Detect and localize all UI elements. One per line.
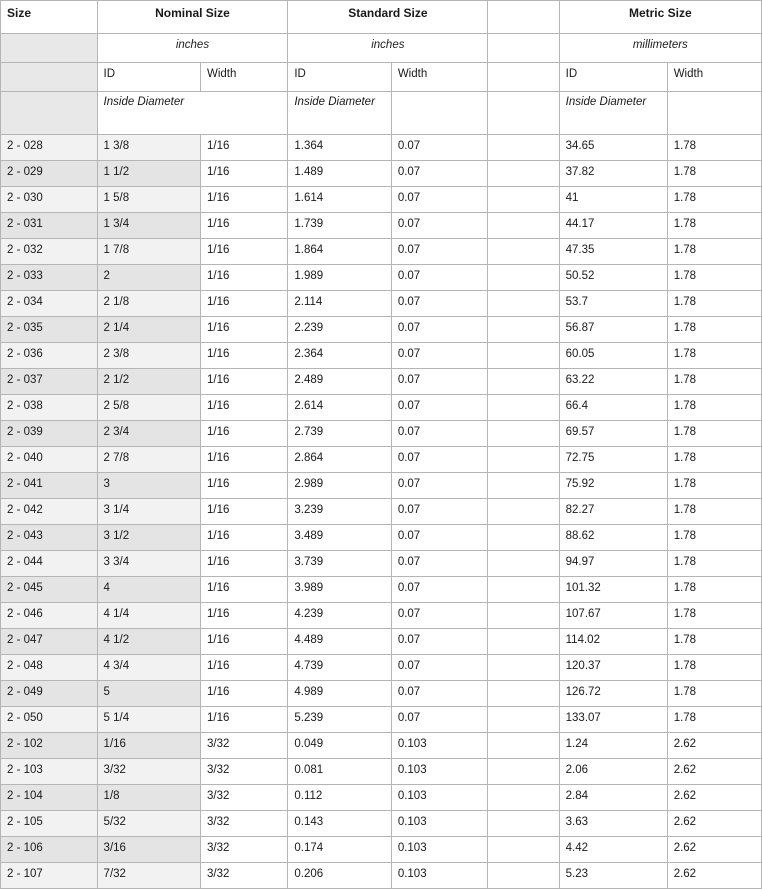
cell-spacer [488, 239, 559, 265]
cell-nominal-id: 1/8 [97, 785, 200, 811]
cell-nominal-id: 2 3/4 [97, 421, 200, 447]
cell-size: 2 - 043 [1, 525, 98, 551]
cell-standard-id: 2.239 [288, 317, 391, 343]
cell-metric-id: 107.67 [559, 603, 667, 629]
cell-metric-id: 94.97 [559, 551, 667, 577]
cell-metric-id: 44.17 [559, 213, 667, 239]
cell-standard-width: 0.07 [391, 291, 488, 317]
cell-nominal-id: 5 1/4 [97, 707, 200, 733]
cell-metric-id: 3.63 [559, 811, 667, 837]
cell-nominal-id: 1 3/4 [97, 213, 200, 239]
table-row [1, 265, 762, 291]
cell-metric-width: 1.78 [667, 681, 761, 707]
table-row [1, 681, 762, 707]
cell-standard-id: 2.614 [288, 395, 391, 421]
units-standard: inches [288, 34, 488, 63]
cell-size: 2 - 031 [1, 213, 98, 239]
cell-standard-width: 0.103 [391, 733, 488, 759]
cell-spacer [488, 395, 559, 421]
cell-metric-id: 41 [559, 187, 667, 213]
cell-nominal-id: 4 1/2 [97, 629, 200, 655]
cell-standard-id: 2.489 [288, 369, 391, 395]
cell-standard-width: 0.07 [391, 239, 488, 265]
cell-standard-width: 0.103 [391, 837, 488, 863]
cell-standard-width: 0.07 [391, 681, 488, 707]
cell-nominal-width: 1/16 [201, 655, 288, 681]
subheader-standard-id: ID [288, 63, 391, 92]
cell-size: 2 - 039 [1, 421, 98, 447]
table-row [1, 395, 762, 421]
cell-spacer [488, 161, 559, 187]
cell-spacer [488, 343, 559, 369]
cell-standard-id: 0.174 [288, 837, 391, 863]
cell-nominal-width: 1/16 [201, 239, 288, 265]
description-metric: Inside Diameter [559, 92, 667, 135]
cell-size: 2 - 103 [1, 759, 98, 785]
table-row [1, 161, 762, 187]
units-metric: millimeters [559, 34, 761, 63]
cell-standard-width: 0.07 [391, 343, 488, 369]
cell-spacer [488, 551, 559, 577]
table-row [1, 421, 762, 447]
cell-spacer [488, 213, 559, 239]
cell-nominal-width: 1/16 [201, 473, 288, 499]
cell-standard-id: 3.989 [288, 577, 391, 603]
cell-metric-id: 63.22 [559, 369, 667, 395]
cell-standard-width: 0.07 [391, 395, 488, 421]
header-size: Size [1, 1, 98, 34]
cell-spacer [488, 785, 559, 811]
cell-metric-width: 1.78 [667, 239, 761, 265]
cell-nominal-id: 5/32 [97, 811, 200, 837]
cell-metric-id: 47.35 [559, 239, 667, 265]
cell-size: 2 - 034 [1, 291, 98, 317]
table-row [1, 187, 762, 213]
table-row [1, 473, 762, 499]
cell-metric-width: 1.78 [667, 577, 761, 603]
cell-metric-width: 1.78 [667, 707, 761, 733]
cell-standard-width: 0.07 [391, 473, 488, 499]
cell-size: 2 - 041 [1, 473, 98, 499]
table-row [1, 343, 762, 369]
cell-metric-id: 50.52 [559, 265, 667, 291]
cell-nominal-width: 1/16 [201, 551, 288, 577]
cell-metric-width: 1.78 [667, 213, 761, 239]
cell-metric-width: 1.78 [667, 135, 761, 161]
cell-standard-width: 0.07 [391, 707, 488, 733]
subheader-row [1, 63, 762, 92]
subheader-size-blank [1, 63, 98, 92]
cell-nominal-id: 2 3/8 [97, 343, 200, 369]
units-spacer [488, 34, 559, 63]
cell-size: 2 - 044 [1, 551, 98, 577]
cell-metric-id: 1.24 [559, 733, 667, 759]
header-spacer [488, 1, 559, 34]
cell-spacer [488, 291, 559, 317]
cell-standard-width: 0.103 [391, 811, 488, 837]
cell-size: 2 - 105 [1, 811, 98, 837]
cell-metric-width: 2.62 [667, 759, 761, 785]
cell-metric-id: 88.62 [559, 525, 667, 551]
cell-standard-id: 1.739 [288, 213, 391, 239]
cell-nominal-width: 1/16 [201, 317, 288, 343]
cell-nominal-id: 2 1/4 [97, 317, 200, 343]
cell-spacer [488, 603, 559, 629]
group-header-row [1, 1, 762, 34]
cell-nominal-width: 1/16 [201, 395, 288, 421]
cell-metric-width: 2.62 [667, 863, 761, 889]
cell-nominal-width: 1/16 [201, 161, 288, 187]
cell-size: 2 - 033 [1, 265, 98, 291]
subheader-metric-id: ID [559, 63, 667, 92]
cell-metric-width: 1.78 [667, 265, 761, 291]
cell-nominal-width: 1/16 [201, 681, 288, 707]
cell-nominal-id: 3 1/2 [97, 525, 200, 551]
table-row [1, 239, 762, 265]
cell-standard-id: 2.364 [288, 343, 391, 369]
cell-nominal-id: 3/16 [97, 837, 200, 863]
cell-nominal-width: 1/16 [201, 707, 288, 733]
cell-standard-id: 4.489 [288, 629, 391, 655]
header-metric-size: Metric Size [559, 1, 761, 34]
cell-standard-width: 0.103 [391, 863, 488, 889]
cell-size: 2 - 104 [1, 785, 98, 811]
cell-nominal-width: 1/16 [201, 629, 288, 655]
cell-metric-id: 82.27 [559, 499, 667, 525]
cell-nominal-width: 3/32 [201, 733, 288, 759]
cell-metric-width: 1.78 [667, 161, 761, 187]
cell-metric-width: 2.62 [667, 811, 761, 837]
cell-nominal-id: 2 1/8 [97, 291, 200, 317]
table-row [1, 317, 762, 343]
cell-metric-id: 114.02 [559, 629, 667, 655]
cell-metric-id: 2.06 [559, 759, 667, 785]
cell-metric-width: 1.78 [667, 655, 761, 681]
cell-standard-id: 1.989 [288, 265, 391, 291]
cell-size: 2 - 102 [1, 733, 98, 759]
cell-spacer [488, 369, 559, 395]
table-row [1, 369, 762, 395]
table-row [1, 733, 762, 759]
cell-standard-id: 3.239 [288, 499, 391, 525]
cell-spacer [488, 317, 559, 343]
cell-standard-id: 0.143 [288, 811, 391, 837]
table-row [1, 811, 762, 837]
table-row [1, 629, 762, 655]
cell-size: 2 - 035 [1, 317, 98, 343]
cell-size: 2 - 038 [1, 395, 98, 421]
subheader-metric-width: Width [667, 63, 761, 92]
cell-standard-id: 0.081 [288, 759, 391, 785]
cell-nominal-id: 2 7/8 [97, 447, 200, 473]
cell-nominal-width: 1/16 [201, 525, 288, 551]
cell-nominal-id: 1/16 [97, 733, 200, 759]
cell-spacer [488, 577, 559, 603]
cell-metric-width: 2.62 [667, 733, 761, 759]
table-row [1, 837, 762, 863]
description-standard: Inside Diameter [288, 92, 391, 135]
cell-size: 2 - 048 [1, 655, 98, 681]
table-row [1, 759, 762, 785]
cell-metric-id: 2.84 [559, 785, 667, 811]
cell-nominal-width: 3/32 [201, 759, 288, 785]
cell-spacer [488, 135, 559, 161]
header-nominal-size: Nominal Size [97, 1, 288, 34]
cell-standard-width: 0.07 [391, 447, 488, 473]
cell-standard-id: 3.489 [288, 525, 391, 551]
table-row [1, 577, 762, 603]
cell-standard-id: 4.239 [288, 603, 391, 629]
cell-nominal-width: 3/32 [201, 811, 288, 837]
cell-spacer [488, 499, 559, 525]
cell-standard-id: 5.239 [288, 707, 391, 733]
cell-spacer [488, 863, 559, 889]
cell-size: 2 - 106 [1, 837, 98, 863]
cell-nominal-width: 1/16 [201, 577, 288, 603]
description-row [1, 92, 762, 135]
table-row [1, 551, 762, 577]
cell-standard-width: 0.07 [391, 421, 488, 447]
cell-metric-width: 1.78 [667, 291, 761, 317]
cell-nominal-width: 1/16 [201, 369, 288, 395]
table-row [1, 135, 762, 161]
cell-size: 2 - 037 [1, 369, 98, 395]
cell-nominal-width: 1/16 [201, 291, 288, 317]
cell-metric-width: 1.78 [667, 603, 761, 629]
cell-nominal-id: 4 [97, 577, 200, 603]
description-nominal: Inside Diameter [97, 92, 288, 135]
cell-metric-width: 1.78 [667, 499, 761, 525]
cell-standard-width: 0.07 [391, 187, 488, 213]
cell-metric-id: 126.72 [559, 681, 667, 707]
cell-size: 2 - 036 [1, 343, 98, 369]
cell-nominal-width: 1/16 [201, 187, 288, 213]
cell-spacer [488, 655, 559, 681]
units-row [1, 34, 762, 63]
cell-spacer [488, 447, 559, 473]
subheader-nominal-width: Width [201, 63, 288, 92]
cell-metric-width: 1.78 [667, 551, 761, 577]
table-row [1, 499, 762, 525]
cell-nominal-id: 5 [97, 681, 200, 707]
cell-metric-width: 1.78 [667, 525, 761, 551]
table-row [1, 707, 762, 733]
cell-metric-id: 69.57 [559, 421, 667, 447]
cell-metric-id: 4.42 [559, 837, 667, 863]
table-row [1, 291, 762, 317]
cell-nominal-id: 2 1/2 [97, 369, 200, 395]
cell-metric-id: 66.4 [559, 395, 667, 421]
cell-nominal-width: 1/16 [201, 265, 288, 291]
cell-metric-id: 60.05 [559, 343, 667, 369]
cell-standard-width: 0.07 [391, 499, 488, 525]
cell-size: 2 - 046 [1, 603, 98, 629]
cell-metric-width: 1.78 [667, 473, 761, 499]
cell-standard-width: 0.07 [391, 369, 488, 395]
cell-size: 2 - 030 [1, 187, 98, 213]
cell-standard-id: 0.049 [288, 733, 391, 759]
cell-standard-width: 0.103 [391, 785, 488, 811]
cell-size: 2 - 049 [1, 681, 98, 707]
cell-metric-id: 133.07 [559, 707, 667, 733]
cell-nominal-id: 4 3/4 [97, 655, 200, 681]
table-header [1, 1, 762, 135]
table-row [1, 213, 762, 239]
cell-metric-id: 56.87 [559, 317, 667, 343]
table-row [1, 785, 762, 811]
cell-standard-id: 1.614 [288, 187, 391, 213]
cell-standard-id: 2.114 [288, 291, 391, 317]
cell-standard-id: 2.739 [288, 421, 391, 447]
cell-spacer [488, 265, 559, 291]
cell-spacer [488, 473, 559, 499]
cell-metric-width: 1.78 [667, 317, 761, 343]
cell-standard-width: 0.07 [391, 655, 488, 681]
cell-spacer [488, 759, 559, 785]
cell-metric-width: 1.78 [667, 187, 761, 213]
cell-standard-width: 0.07 [391, 603, 488, 629]
cell-standard-id: 1.489 [288, 161, 391, 187]
cell-standard-width: 0.07 [391, 135, 488, 161]
cell-standard-width: 0.07 [391, 629, 488, 655]
cell-size: 2 - 029 [1, 161, 98, 187]
cell-metric-id: 5.23 [559, 863, 667, 889]
cell-metric-width: 2.62 [667, 837, 761, 863]
cell-standard-id: 2.864 [288, 447, 391, 473]
cell-nominal-width: 1/16 [201, 343, 288, 369]
cell-metric-width: 1.78 [667, 369, 761, 395]
units-size-blank [1, 34, 98, 63]
subheader-spacer [488, 63, 559, 92]
cell-size: 2 - 028 [1, 135, 98, 161]
cell-spacer [488, 837, 559, 863]
cell-standard-id: 3.739 [288, 551, 391, 577]
cell-size: 2 - 032 [1, 239, 98, 265]
cell-size: 2 - 047 [1, 629, 98, 655]
cell-standard-id: 2.989 [288, 473, 391, 499]
cell-metric-id: 34.65 [559, 135, 667, 161]
cell-spacer [488, 681, 559, 707]
cell-nominal-width: 1/16 [201, 213, 288, 239]
cell-nominal-width: 1/16 [201, 603, 288, 629]
table-body [1, 135, 762, 889]
cell-nominal-id: 2 5/8 [97, 395, 200, 421]
cell-metric-id: 37.82 [559, 161, 667, 187]
cell-metric-width: 1.78 [667, 447, 761, 473]
cell-nominal-id: 2 [97, 265, 200, 291]
cell-metric-width: 1.78 [667, 343, 761, 369]
cell-metric-width: 2.62 [667, 785, 761, 811]
cell-nominal-id: 1 3/8 [97, 135, 200, 161]
cell-size: 2 - 045 [1, 577, 98, 603]
cell-metric-width: 1.78 [667, 629, 761, 655]
cell-spacer [488, 629, 559, 655]
cell-standard-id: 0.112 [288, 785, 391, 811]
table-row [1, 655, 762, 681]
table-row [1, 603, 762, 629]
cell-standard-width: 0.07 [391, 161, 488, 187]
units-nominal: inches [97, 34, 288, 63]
subheader-nominal-id: ID [97, 63, 200, 92]
cell-nominal-id: 3/32 [97, 759, 200, 785]
cell-size: 2 - 050 [1, 707, 98, 733]
cell-spacer [488, 811, 559, 837]
cell-nominal-width: 1/16 [201, 135, 288, 161]
cell-nominal-width: 1/16 [201, 447, 288, 473]
header-standard-size: Standard Size [288, 1, 488, 34]
cell-size: 2 - 040 [1, 447, 98, 473]
cell-nominal-id: 1 1/2 [97, 161, 200, 187]
cell-spacer [488, 707, 559, 733]
cell-standard-id: 4.989 [288, 681, 391, 707]
cell-nominal-id: 3 3/4 [97, 551, 200, 577]
cell-nominal-width: 3/32 [201, 863, 288, 889]
cell-metric-width: 1.78 [667, 421, 761, 447]
cell-nominal-id: 1 5/8 [97, 187, 200, 213]
cell-spacer [488, 187, 559, 213]
cell-standard-id: 4.739 [288, 655, 391, 681]
cell-standard-width: 0.07 [391, 525, 488, 551]
cell-standard-width: 0.103 [391, 759, 488, 785]
cell-nominal-id: 4 1/4 [97, 603, 200, 629]
cell-metric-id: 53.7 [559, 291, 667, 317]
cell-metric-id: 120.37 [559, 655, 667, 681]
description-size-blank [1, 92, 98, 135]
cell-metric-id: 75.92 [559, 473, 667, 499]
description-spacer [488, 92, 559, 135]
cell-standard-width: 0.07 [391, 265, 488, 291]
cell-metric-id: 72.75 [559, 447, 667, 473]
cell-nominal-id: 1 7/8 [97, 239, 200, 265]
cell-standard-width: 0.07 [391, 577, 488, 603]
cell-standard-id: 1.864 [288, 239, 391, 265]
cell-nominal-id: 7/32 [97, 863, 200, 889]
cell-standard-id: 0.206 [288, 863, 391, 889]
cell-standard-width: 0.07 [391, 551, 488, 577]
cell-nominal-id: 3 1/4 [97, 499, 200, 525]
cell-spacer [488, 733, 559, 759]
cell-nominal-width: 3/32 [201, 785, 288, 811]
cell-nominal-width: 1/16 [201, 421, 288, 447]
description-metric-width-blank [667, 92, 761, 135]
cell-metric-width: 1.78 [667, 395, 761, 421]
cell-standard-width: 0.07 [391, 317, 488, 343]
cell-standard-width: 0.07 [391, 213, 488, 239]
cell-nominal-width: 1/16 [201, 499, 288, 525]
table-row [1, 525, 762, 551]
table-row [1, 447, 762, 473]
cell-spacer [488, 525, 559, 551]
cell-size: 2 - 107 [1, 863, 98, 889]
cell-spacer [488, 421, 559, 447]
subheader-standard-width: Width [391, 63, 488, 92]
description-standard-width-blank [391, 92, 488, 135]
table-row [1, 863, 762, 889]
cell-nominal-id: 3 [97, 473, 200, 499]
cell-size: 2 - 042 [1, 499, 98, 525]
cell-standard-id: 1.364 [288, 135, 391, 161]
cell-metric-id: 101.32 [559, 577, 667, 603]
cell-nominal-width: 3/32 [201, 837, 288, 863]
